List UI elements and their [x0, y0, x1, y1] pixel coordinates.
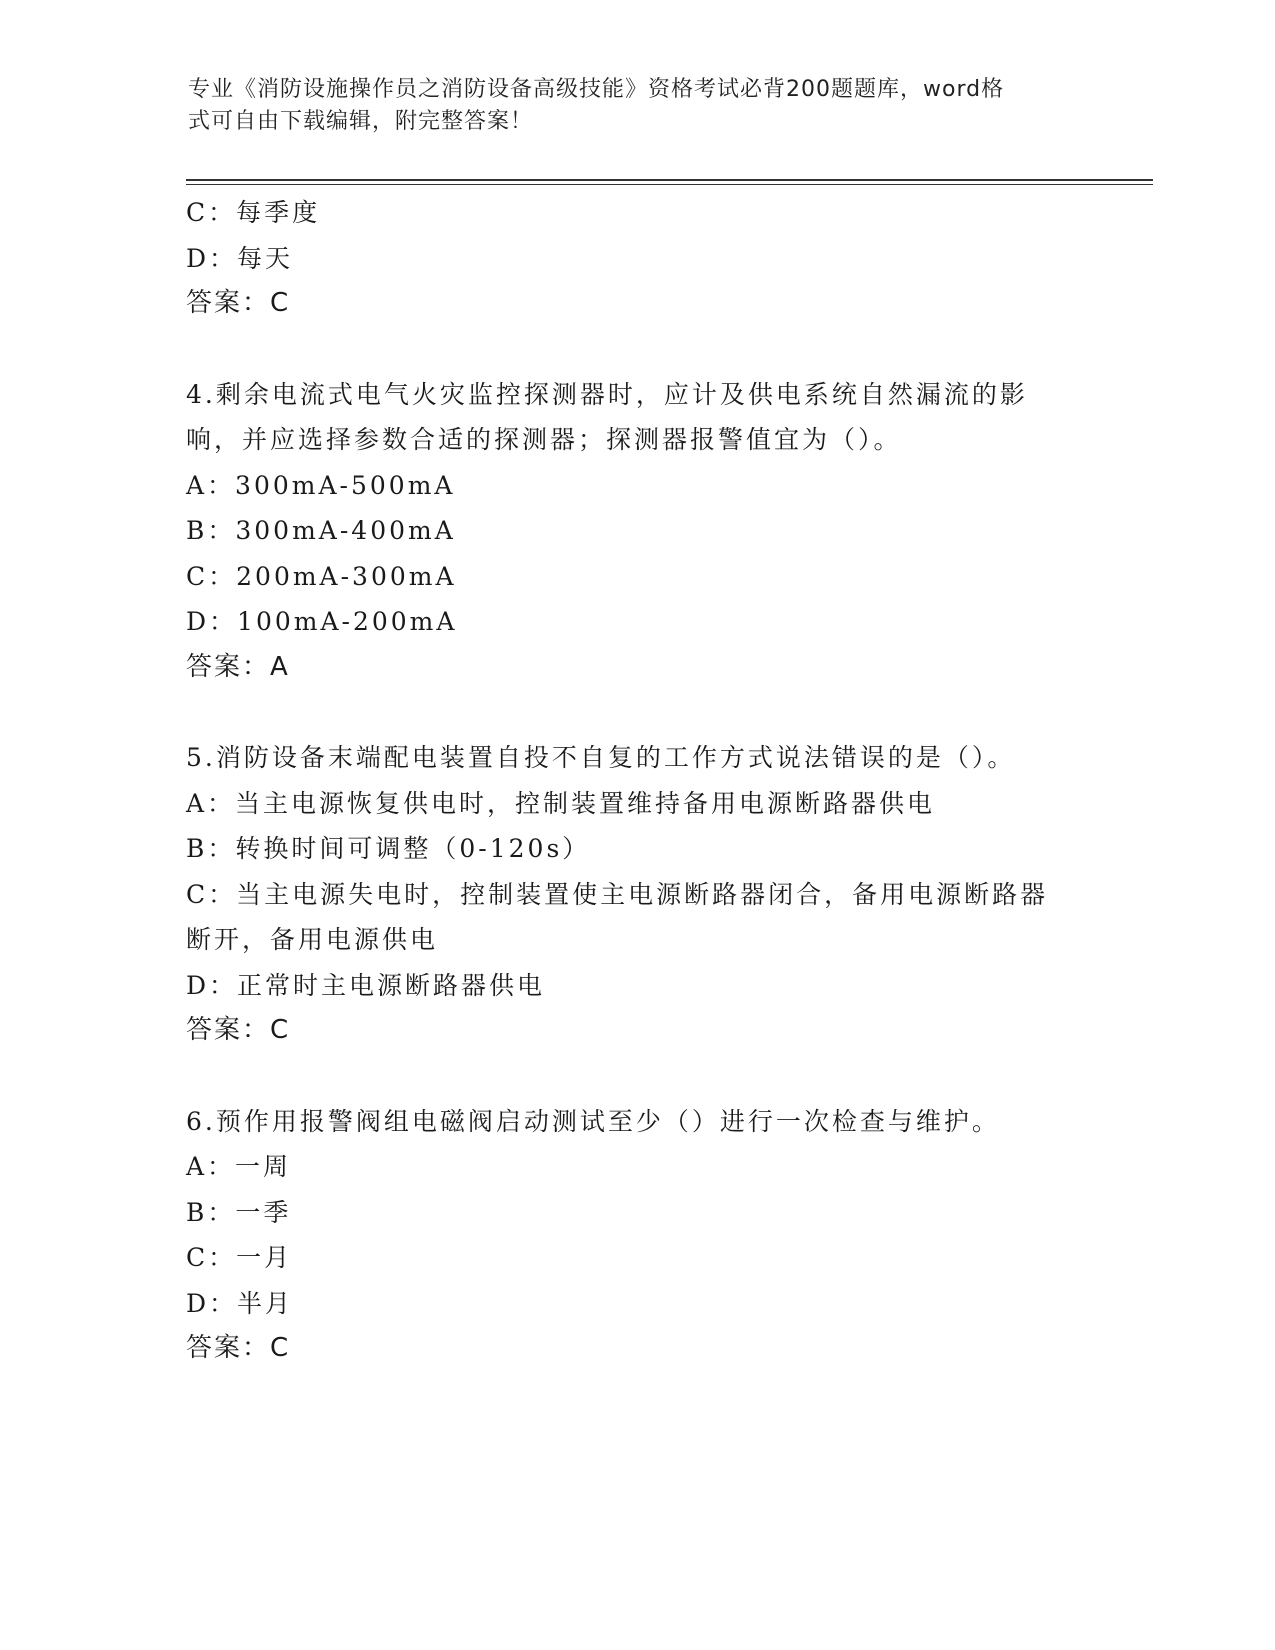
option-line: C：每季度 — [186, 198, 321, 227]
answer-line: 答案：C — [186, 288, 291, 318]
option-line: A：一周 — [186, 1152, 292, 1181]
question-stem-line: 5.消防设备末端配电装置自投不自复的工作方式说法错误的是（）。 — [186, 743, 1016, 772]
question-list — [186, 190, 1086, 1372]
option-line: C：200mA-300mA — [186, 561, 457, 591]
header-line-1: 专业《消防设施操作员之消防设备高级技能》资格考试必背200题题库，word格 — [188, 77, 1005, 102]
spacer — [186, 327, 1086, 372]
option-line: B：300mA-400mA — [186, 516, 456, 545]
answer-line: 答案：A — [186, 651, 290, 682]
option-line: C：当主电源失电时，控制装置使主电源断路器闭合，备用电源断路器 — [186, 879, 1049, 909]
document-header — [188, 74, 1068, 138]
question-block-4 — [186, 372, 1086, 691]
question-stem-line: 响，并应选择参数合适的探测器；探测器报警值宜为（）。 — [186, 425, 902, 454]
option-line: D：半月 — [186, 1288, 294, 1318]
question-block-prev — [186, 190, 1086, 327]
option-line: D：每天 — [186, 243, 294, 273]
answer-line: 答案：C — [186, 1333, 291, 1363]
spacer — [186, 690, 1086, 735]
option-line: D：100mA-200mA — [186, 607, 458, 636]
option-line: B：转换时间可调整（0-120s） — [186, 834, 591, 863]
option-line: D：正常时主电源断路器供电 — [186, 970, 546, 1000]
option-line: B：一季 — [186, 1197, 292, 1227]
header-line-2: 式可自由下载编辑，附完整答案！ — [188, 109, 534, 134]
spacer — [186, 1054, 1086, 1099]
option-line: A：300mA-500mA — [186, 470, 456, 500]
question-block-6 — [186, 1099, 1086, 1372]
option-line: C：一月 — [186, 1243, 293, 1272]
header-divider — [186, 179, 1153, 185]
option-line: 断开，备用电源供电 — [186, 925, 439, 954]
answer-line: 答案：C — [186, 1015, 291, 1045]
question-block-5 — [186, 735, 1086, 1054]
question-stem-line: 4.剩余电流式电气火灾监控探测器时，应计及供电系统自然漏流的影 — [186, 379, 1028, 409]
question-stem-line: 6.预作用报警阀组电磁阀启动测试至少（）进行一次检查与维护。 — [186, 1106, 1000, 1136]
option-line: A：当主电源恢复供电时，控制装置维持备用电源断路器供电 — [186, 788, 936, 818]
